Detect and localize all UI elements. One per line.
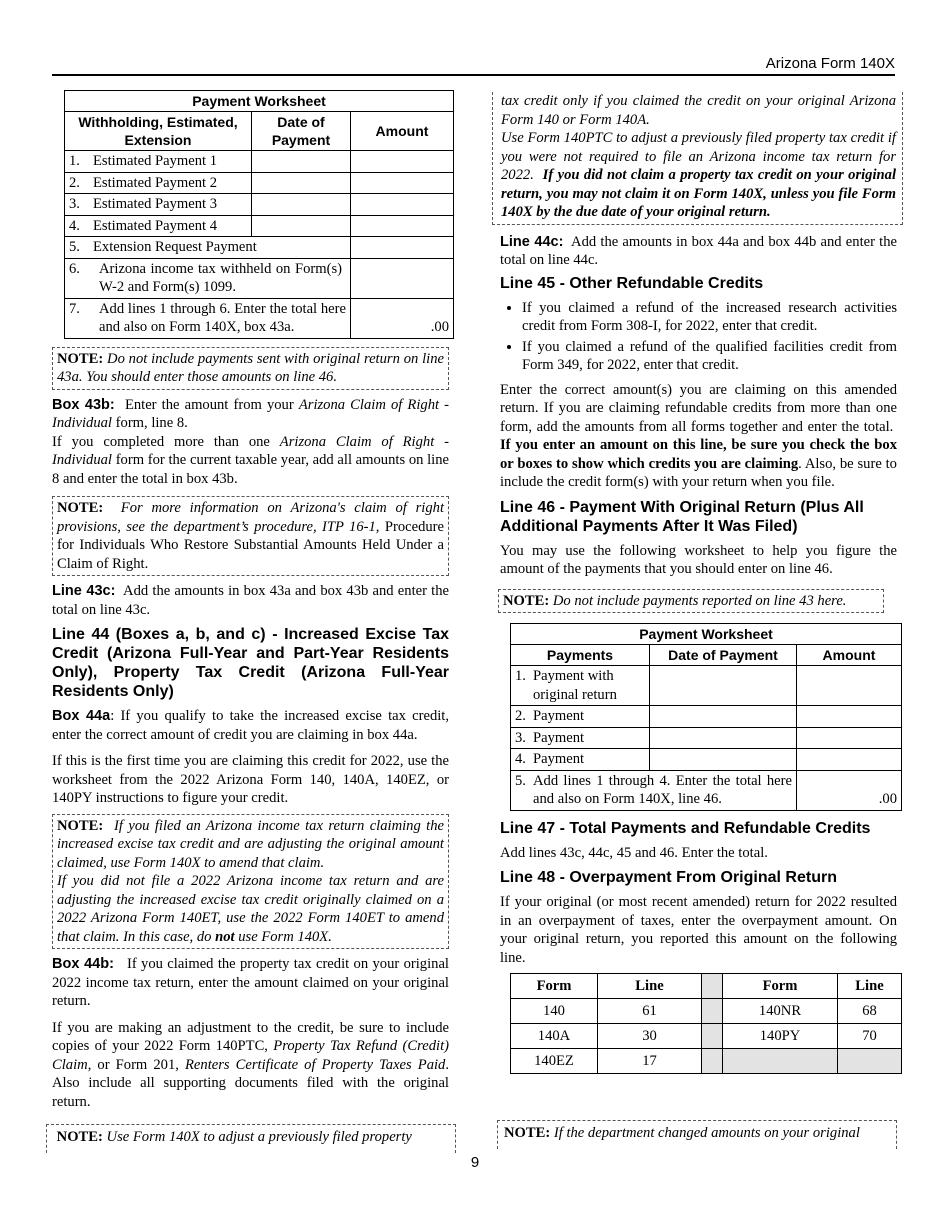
note-text-2-end: use Form 140X.: [238, 928, 332, 945]
row-number: 4.: [515, 751, 526, 767]
table-row: [511, 706, 902, 728]
note-bold-not: not: [215, 928, 235, 945]
box-43b-text: Enter the amount from your: [124, 396, 294, 413]
list-item: • If you claimed a refund of the qualified facilities credit from Form 349, for 2022, enter that credit.: [522, 338, 897, 375]
box-43b-paragraph-2: [52, 433, 449, 489]
ws1-title: Payment Worksheet: [65, 91, 454, 112]
note-line-43a: [52, 347, 449, 390]
line-45-text: Enter the correct amount(s) you are claiming on this amended return. If you are claiming refundable credits from more than one form, add the amounts from all forms together and enter the total.: [500, 381, 897, 435]
row-number: 1.: [69, 153, 80, 169]
header-rule: [52, 74, 895, 76]
line-44c-text: Add the amounts in box 44a and box 44b and enter the total on line 44c.: [500, 233, 898, 268]
table-cell: 140NR: [723, 999, 838, 1024]
table-cell: 140EZ: [511, 1049, 598, 1074]
table-cell: 70: [838, 1024, 902, 1049]
box-44a-label: Box 44a: [52, 708, 111, 724]
table-cell: 140: [511, 999, 598, 1024]
table-row: [511, 749, 902, 771]
row-number: 1.: [515, 668, 526, 684]
box-43b-text-end: form, line 8.: [115, 415, 188, 431]
line-46-heading: Line 46 - Payment With Original Return (Plus All Additional Payments After It Was Filed): [500, 498, 864, 535]
ws1-total-amount: .00: [351, 298, 454, 338]
row-number: 3.: [515, 729, 526, 746]
note-text: For more information on Arizona's claim of right provisions, see the department’s procedure, ITP 16-1,: [57, 500, 444, 535]
separator-cell: [702, 1024, 723, 1049]
note-end: .: [144, 555, 149, 572]
ws2-col-amount: Amount: [797, 645, 902, 666]
payment-worksheet-2: [510, 623, 902, 811]
table-row: [65, 194, 454, 216]
table-cell: 140A: [511, 1024, 598, 1049]
note-line-43: [498, 589, 884, 614]
table-row: [511, 727, 902, 749]
row-number: 2.: [69, 174, 80, 191]
row-label: Payment: [533, 729, 585, 746]
row-label: Estimated Payment 1: [93, 153, 218, 169]
ws2-col-date: Date of Payment: [650, 645, 797, 666]
table-row: [65, 172, 454, 194]
box-43b-paragraph: [52, 396, 449, 433]
row-label: Payment: [533, 708, 585, 724]
row-label: Arizona income tax withheld on Form(s) W-2 and Form(s) 1099.: [99, 260, 342, 295]
note-label: NOTE:: [503, 592, 550, 609]
right-column: [500, 92, 897, 1082]
table-row: [65, 298, 454, 338]
note-text: Do not include payments sent with original return on line 43a. You should enter those amounts on line 46.: [57, 350, 444, 385]
note-property-tax-credit-continued: [492, 92, 903, 225]
note-text-2: Use Form 140PTC to adjust a previously filed property tax credit if you were not required to file an Arizona income tax return for 2022.: [501, 130, 896, 183]
note-text: tax credit only if you claimed the credit on your original Arizona Form 140 or Form 140A.: [501, 93, 896, 128]
col-line: Line: [598, 974, 702, 999]
note-text: If the department changed amounts on your original: [553, 1125, 860, 1141]
note-text: Use Form 140X to adjust a previously filed property: [106, 1129, 412, 1145]
line-46-paragraph: You may use the following worksheet to help you figure the amount of the payments that you should enter on line 46.: [500, 542, 897, 577]
table-cell: 30: [598, 1024, 702, 1049]
line-45-bullets: [500, 299, 897, 375]
table-row: [511, 770, 902, 810]
note-text-2: If you did not file a 2022 Arizona income tax return and are adjusting the increased excise tax credit originally claimed on a 2022 Arizona Form 140ET, use the 2022 Form 140ET to amend that claim. In this case, do: [57, 873, 444, 945]
form-title-property-tax-refund: Property Tax Refund (Credit) Claim: [52, 1038, 449, 1073]
ws1-col-date: Date of Payment: [252, 112, 351, 151]
box-44b-paragraph-2: [52, 1019, 449, 1112]
note-bold-text: If you did not claim a property tax credit on your original return, you may not claim it on Form 140X, unless you file Form 140X by the due date of your original return.: [501, 167, 897, 220]
row-label: Payment: [533, 751, 585, 767]
line-45-paragraph: [500, 381, 897, 492]
list-item: • If you claimed a refund of the increased research activities credit from Form 308-I, for 2022, enter that credit.: [522, 299, 897, 336]
row-label: Estimated Payment 4: [93, 217, 218, 234]
box-44b-p2-mid: , or Form 201,: [87, 1056, 179, 1073]
col-line-2: Line: [838, 974, 902, 999]
ws2-title: Payment Worksheet: [511, 624, 902, 645]
line-48-paragraph: If your original (or most recent amended) return for 2022 resulted in an overpayment of taxes, enter the overpayment amount. On your original return, you reported this amount on the following line.: [500, 894, 897, 966]
box-44b-p2-end: . Also include all supporting documents filed with the original return.: [52, 1056, 450, 1110]
table-row: [65, 215, 454, 237]
row-label: Add lines 1 through 4. Enter the total here and also on Form 140X, line 46.: [533, 772, 792, 807]
row-number: 7.: [69, 300, 80, 317]
box-43b-p2-end: form for the current taxable year, add all amounts on line 8 and enter the total in box 43b.: [52, 452, 449, 487]
table-row: [65, 151, 454, 173]
table-row: [511, 1049, 902, 1074]
note-label: NOTE:: [504, 1125, 551, 1141]
note-text: Do not include payments reported on line 43 here.: [552, 592, 847, 609]
table-row: [65, 237, 454, 259]
row-number: 4.: [69, 217, 80, 234]
line-48-heading: Line 48 - Overpayment From Original Return: [500, 869, 837, 886]
row-label: Extension Request Payment: [93, 239, 257, 255]
payment-worksheet-1: [64, 90, 454, 339]
note-excise-tax-credit: [52, 814, 449, 950]
ws2-total-amount: .00: [797, 770, 902, 810]
line-43c-paragraph: [52, 582, 449, 619]
note-label: NOTE:: [57, 817, 104, 834]
box-43b-p2-text: If you completed more than one: [52, 433, 270, 450]
note-label: NOTE:: [57, 500, 104, 516]
box-44b-p2-text: If you are making an adjustment to the credit, be sure to include copies of your 2022 Form 140PTC,: [52, 1019, 449, 1054]
table-cell: 61: [598, 999, 702, 1024]
table-row: [511, 666, 902, 706]
ws1-col-amount: Amount: [351, 112, 454, 151]
line-43c-label: Line 43c:: [52, 583, 116, 599]
row-label: Estimated Payment 3: [93, 196, 218, 212]
procedure-title: Procedure for Individuals Who Restore Substantial Amounts Held Under a Claim of Right: [57, 518, 445, 572]
form-line-table: [510, 973, 902, 1074]
form-title-renters-certificate: Renters Certificate of Property Taxes Paid: [185, 1056, 446, 1073]
ws2-col-payments: Payments: [511, 645, 650, 666]
note-property-tax-credit-start: [46, 1124, 456, 1153]
line-45-text-end: . Also, be sure to include the credit form(s) with your return when you file.: [500, 455, 897, 490]
col-form: Form: [511, 974, 598, 999]
line-47-paragraph: Add lines 43c, 44c, 45 and 46. Enter the total.: [500, 844, 768, 861]
separator-cell: [702, 1049, 723, 1074]
page-header-title: Arizona Form 140X: [765, 55, 895, 72]
table-cell: 140PY: [723, 1024, 838, 1049]
ws1-col-withholding: Withholding, Estimated, Extension: [65, 112, 252, 151]
line-47-heading: Line 47 - Total Payments and Refundable Credits: [500, 819, 871, 837]
form-title-claim-of-right: Arizona Claim of Right - Individual: [52, 433, 449, 468]
table-cell: 17: [598, 1049, 702, 1074]
separator-cell: [702, 974, 723, 999]
box-44b-label: Box 44b:: [52, 956, 114, 972]
line-43c-text: Add the amounts in box 43a and box 43b and enter the total on line 43c.: [52, 583, 450, 618]
line-44c-label: Line 44c:: [500, 233, 564, 250]
line-45-bold-text: If you enter an amount on this line, be sure you check the box or boxes to show which credits you are claiming: [500, 437, 897, 472]
row-number: 5.: [69, 239, 80, 255]
box-44a-text: : If you qualify to take the increased excise tax credit, enter the correct amount of credit you are claiming in box 44a.: [52, 708, 450, 743]
box-44b-paragraph: [52, 955, 449, 1011]
table-row: [511, 1024, 902, 1049]
row-number: 5.: [515, 772, 526, 789]
box-43b-label: Box 43b:: [52, 396, 115, 413]
line-44-heading: Line 44 (Boxes a, b, and c) - Increased Excise Tax Credit (Arizona Full-Year and Part-Year Residents Only), Property Tax Credit (Arizona Full-Year Residents Only): [52, 626, 449, 700]
table-cell-empty: [723, 1049, 838, 1074]
note-department-changed-start: [497, 1120, 897, 1149]
page-number: 9: [470, 1154, 480, 1171]
left-column: [52, 90, 449, 1117]
form-title-claim-of-right: Arizona Claim of Right - Individual: [52, 396, 450, 431]
col-form-2: Form: [723, 974, 838, 999]
separator-cell: [702, 999, 723, 1024]
row-label: Estimated Payment 2: [93, 174, 218, 191]
line-45-heading: Line 45 - Other Refundable Credits: [500, 274, 764, 292]
row-label: Add lines 1 through 6. Enter the total here and also on Form 140X, box 43a.: [99, 300, 346, 335]
box-44b-text: If you claimed the property tax credit on your original 2022 income tax return, enter the amount claimed on your original return.: [52, 956, 449, 1009]
box-44a-paragraph-2: If this is the first time you are claiming this credit for 2022, use the worksheet from the 2022 Arizona Form 140, 140A, 140EZ, or 140PY instructions to figure your credit.: [52, 753, 449, 806]
note-label: NOTE:: [56, 1129, 103, 1145]
note-text: If you filed an Arizona income tax return claiming the increased excise tax credit and are adjusting the original amount claimed, use Form 140X to amend that claim.: [57, 817, 445, 871]
row-label: Payment with original return: [533, 668, 617, 703]
row-number: 6.: [69, 260, 80, 277]
row-number: 3.: [69, 196, 80, 212]
box-44a-paragraph: [52, 707, 449, 744]
note-claim-of-right: [52, 496, 449, 576]
table-row: [65, 258, 454, 298]
line-44c-paragraph: [500, 233, 897, 270]
table-cell-empty: [838, 1049, 902, 1074]
table-row: [511, 999, 902, 1024]
note-label: NOTE:: [57, 350, 104, 367]
row-number: 2.: [515, 708, 526, 724]
table-cell: 68: [838, 999, 902, 1024]
